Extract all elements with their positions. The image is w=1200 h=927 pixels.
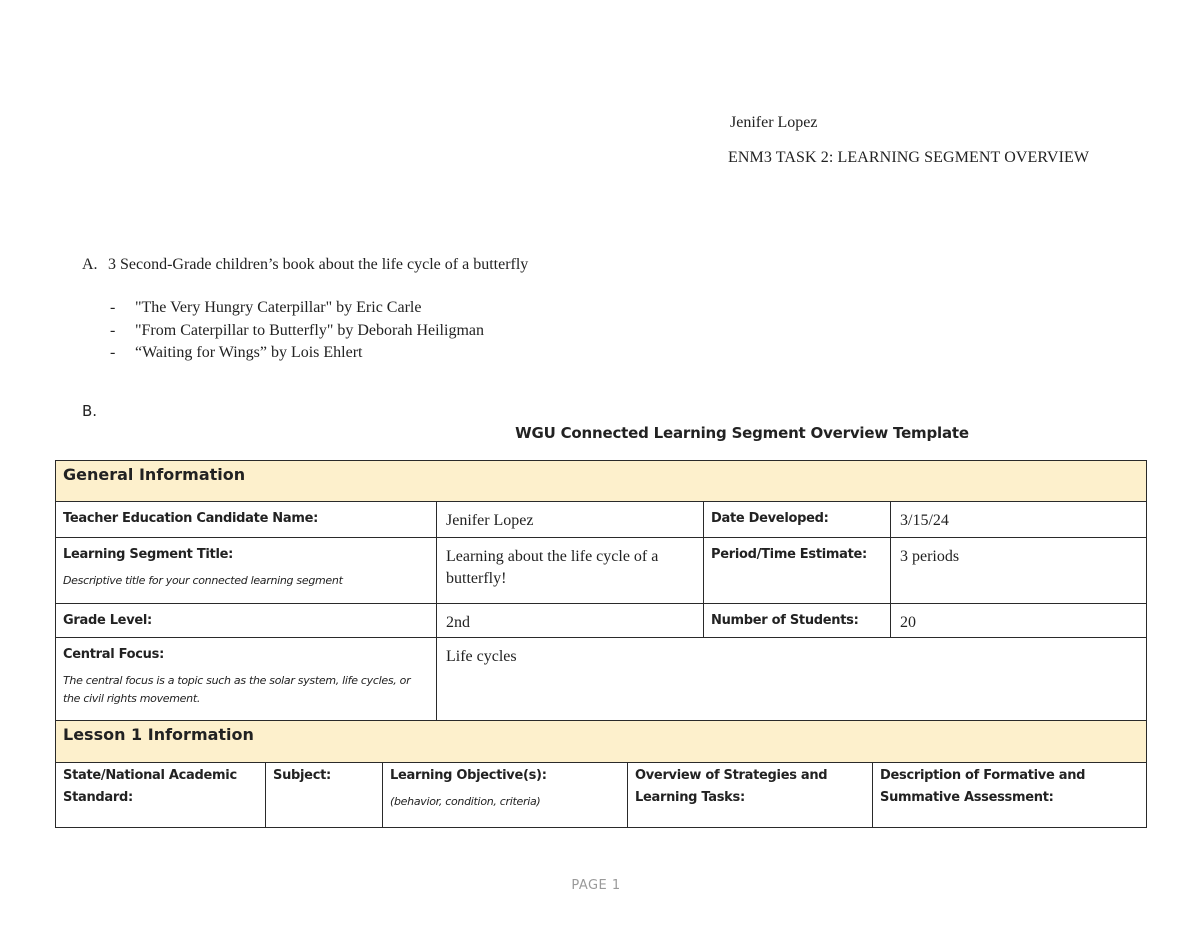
central-focus-hint: The central focus is a topic such as the solar system, life cycles, or the civil rights movement. <box>63 674 411 705</box>
bullet-dash: - <box>110 344 116 361</box>
section-b-letter: B. <box>82 402 98 420</box>
template-title: WGU Connected Learning Segment Overview Template <box>515 424 969 442</box>
book-title: "The Very Hungry Caterpillar" by Eric Carle <box>135 299 422 316</box>
period-estimate-label: Period/Time Estimate: <box>704 538 891 604</box>
course-title: ENM3 TASK 2: LEARNING SEGMENT OVERVIEW <box>728 149 1090 166</box>
candidate-name-label: Teacher Education Candidate Name: <box>56 502 437 538</box>
date-developed-label: Date Developed: <box>704 502 891 538</box>
grade-level-label: Grade Level: <box>56 604 437 638</box>
lesson-1-heading: Lesson 1 Information <box>56 721 1147 763</box>
period-estimate-value[interactable]: 3 periods <box>891 538 1147 604</box>
candidate-name-value[interactable]: Jenifer Lopez <box>437 502 704 538</box>
segment-title-cell <box>56 538 437 604</box>
col-subject-header: Subject: <box>266 763 383 828</box>
list-item <box>110 297 484 320</box>
col-objective-cell <box>383 763 628 828</box>
date-developed-value[interactable]: 3/15/24 <box>891 502 1147 538</box>
general-information-heading: General Information <box>56 461 1147 502</box>
segment-title-value[interactable]: Learning about the life cycle of a butterfly! <box>437 538 704 604</box>
number-of-students-value[interactable]: 20 <box>891 604 1147 638</box>
section-a <box>82 256 528 274</box>
book-list <box>110 297 484 365</box>
central-focus-cell <box>56 638 437 721</box>
grade-level-value[interactable]: 2nd <box>437 604 704 638</box>
number-of-students-label: Number of Students: <box>704 604 891 638</box>
col-objective-hint: (behavior, condition, criteria) <box>390 795 541 808</box>
section-a-letter: A. <box>82 256 98 273</box>
col-standard-header: State/National Academic Standard: <box>56 763 266 828</box>
section-a-text: 3 Second-Grade children’s book about the life cycle of a butterfly <box>108 256 529 273</box>
lesson-1-information-table <box>55 720 1147 828</box>
col-objective-header: Learning Objective(s): <box>390 768 547 783</box>
book-title: "From Caterpillar to Butterfly" by Deborah Heiligman <box>135 321 484 339</box>
central-focus-label: Central Focus: <box>63 647 164 662</box>
list-item <box>110 342 484 365</box>
bullet-dash: - <box>110 321 116 339</box>
segment-title-label: Learning Segment Title: <box>63 547 234 562</box>
bullet-dash: - <box>110 299 116 316</box>
col-strategies-header: Overview of Strategies and Learning Tasks: <box>628 763 873 828</box>
col-assessment-header: Description of Formative and Summative Assessment: <box>873 763 1147 828</box>
segment-title-hint: Descriptive title for your connected learning segment <box>63 574 343 587</box>
book-title: “Waiting for Wings” by Lois Ehlert <box>135 344 363 361</box>
author-name: Jenifer Lopez <box>730 114 818 131</box>
general-information-table <box>55 460 1147 721</box>
list-item <box>110 320 484 343</box>
central-focus-value[interactable]: Life cycles <box>437 638 1147 721</box>
page-number: PAGE 1 <box>571 878 621 893</box>
